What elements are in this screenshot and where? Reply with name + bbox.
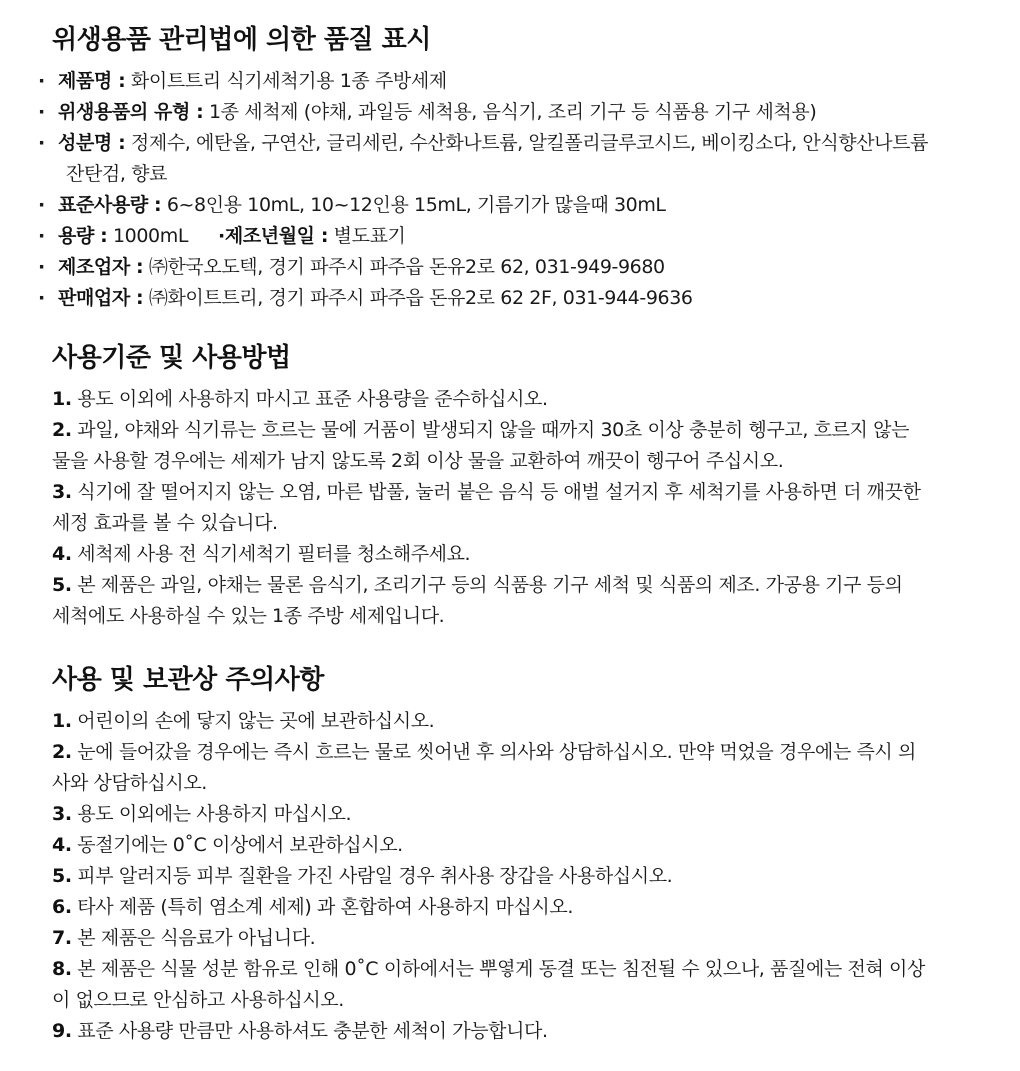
item-text: 타사 제품 (특히 염소계 세제) 과 혼합하여 사용하지 마십시오. — [71, 896, 573, 918]
item-text: 동절기에는 0˚C 이상에서 보관하십시오. — [71, 834, 403, 856]
bullet: · — [38, 132, 45, 154]
caution-item-continuation: 이 없으므로 안심하고 사용하십시오. — [52, 989, 344, 1011]
caution-item — [52, 706, 976, 737]
caution-section — [52, 662, 976, 1047]
item-number: 3. — [52, 803, 72, 825]
bullet: · — [38, 256, 45, 278]
product-type-row — [38, 97, 976, 128]
manufacture-date-label: ·제조년월일 : — [218, 225, 329, 247]
item-number: 9. — [52, 1020, 72, 1042]
usage-item — [52, 477, 976, 508]
item-text: 식기에 잘 떨어지지 않는 오염, 마른 밥풀, 눌러 붙은 음식 등 애벌 설거지 후 세척기를 사용하면 더 깨끗한 — [71, 481, 921, 503]
caution-item — [52, 737, 976, 768]
item-number: 6. — [52, 896, 72, 918]
caution-list — [52, 706, 976, 1047]
caution-title: 사용 및 보관상 주의사항 — [52, 665, 324, 695]
product-name-label: 제품명 : — [58, 70, 126, 92]
item-text: 용도 이외에 사용하지 마시고 표준 사용량을 준수하십시오. — [71, 388, 548, 410]
item-number: 3. — [52, 481, 72, 503]
item-number: 5. — [52, 865, 72, 887]
product-type-label: 위생용품의 유형 : — [58, 101, 204, 123]
bullet: · — [38, 194, 45, 216]
caution-item-continuation: 사와 상담하십시오. — [52, 772, 207, 794]
usage-item — [52, 384, 976, 415]
manufacturer-label: 제조업자 : — [58, 256, 144, 278]
usage-section — [52, 340, 976, 632]
standard-usage-value: 6~8인용 10mL, 10~12인용 15mL, 기름기가 많을때 30mL — [161, 194, 666, 216]
caution-item — [52, 892, 976, 923]
usage-item — [52, 539, 976, 570]
usage-item-continuation: 세척에도 사용하실 수 있는 1종 주방 세제입니다. — [52, 605, 445, 627]
bullet: · — [38, 70, 45, 92]
ingredients-value: 정제수, 에탄올, 구연산, 글리세린, 수산화나트륨, 알킬폴리글루코시드, 베이킹소다, 안식향산나트륨 — [125, 132, 929, 154]
caution-item — [52, 1016, 976, 1047]
usage-list — [52, 384, 976, 632]
caution-item — [52, 830, 976, 861]
product-name-row — [38, 66, 976, 97]
bullet: · — [38, 225, 45, 247]
item-text: 눈에 들어갔을 경우에는 즉시 흐르는 물로 씻어낸 후 의사와 상담하십시오. 만약 먹었을 경우에는 즉시 의 — [71, 741, 916, 763]
caution-item — [52, 799, 976, 830]
capacity-value: 1000mL — [107, 225, 189, 247]
usage-title: 사용기준 및 사용방법 — [52, 343, 291, 373]
item-text: 본 제품은 과일, 야채는 물론 음식기, 조리기구 등의 식품용 기구 세척 및 식품의 제조. 가공용 기구 등의 — [71, 574, 903, 596]
seller-row — [38, 283, 976, 314]
ingredients-row — [38, 128, 976, 159]
item-text: 표준 사용량 만큼만 사용하셔도 충분한 세척이 가능합니다. — [71, 1020, 548, 1042]
item-text: 피부 알러지등 피부 질환을 가진 사람일 경우 취사용 장갑을 사용하십시오. — [71, 865, 673, 887]
caution-item — [52, 861, 976, 892]
item-text: 과일, 야채와 식기류는 흐르는 물에 거품이 발생되지 않을 때까지 30초 이상 충분히 헹구고, 흐르지 않는 — [71, 419, 910, 441]
item-text: 세척제 사용 전 식기세척기 필터를 청소해주세요. — [71, 543, 471, 565]
item-text: 본 제품은 식음료가 아닙니다. — [71, 927, 316, 949]
item-text: 본 제품은 식물 성분 함유로 인해 0˚C 이하에서는 뿌옇게 동결 또는 침전될 수 있으나, 품질에는 전혀 이상 — [71, 958, 925, 980]
quality-label-section — [38, 22, 976, 314]
item-text: 어린이의 손에 닿지 않는 곳에 보관하십시오. — [71, 710, 435, 732]
capacity-label: 용량 : — [58, 225, 108, 247]
manufacture-date-value: 별도표기 — [328, 225, 406, 247]
capacity-row — [38, 221, 976, 252]
item-number: 2. — [52, 741, 72, 763]
bullet: · — [38, 287, 45, 309]
usage-item-continuation: 세정 효과를 볼 수 있습니다. — [52, 512, 278, 534]
item-text: 용도 이외에는 사용하지 마십시오. — [71, 803, 352, 825]
seller-label: 판매업자 : — [58, 287, 144, 309]
item-number: 8. — [52, 958, 72, 980]
item-number: 1. — [52, 388, 72, 410]
caution-item — [52, 923, 976, 954]
quality-label-title: 위생용품 관리법에 의한 품질 표시 — [52, 25, 431, 55]
ingredients-label: 성분명 : — [58, 132, 126, 154]
usage-item — [52, 415, 976, 446]
usage-item — [52, 570, 976, 601]
product-name-value: 화이트트리 식기세척기용 1종 주방세제 — [125, 70, 447, 92]
item-number: 4. — [52, 834, 72, 856]
standard-usage-row — [38, 190, 976, 221]
item-number: 5. — [52, 574, 72, 596]
item-number: 4. — [52, 543, 72, 565]
quality-label-list — [38, 66, 976, 314]
standard-usage-label: 표준사용량 : — [58, 194, 162, 216]
manufacturer-value: ㈜한국오도텍, 경기 파주시 파주읍 돈유2로 62, 031-949-9680 — [143, 256, 665, 278]
caution-item — [52, 954, 976, 985]
item-number: 7. — [52, 927, 72, 949]
seller-value: ㈜화이트트리, 경기 파주시 파주읍 돈유2로 62 2F, 031-944-9636 — [143, 287, 693, 309]
ingredients-continuation: 잔탄검, 향료 — [66, 163, 168, 185]
item-number: 1. — [52, 710, 72, 732]
item-number: 2. — [52, 419, 72, 441]
bullet: · — [38, 101, 45, 123]
product-type-value: 1종 세척제 (야채, 과일등 세척용, 음식기, 조리 기구 등 식품용 기구 세척용) — [203, 101, 817, 123]
manufacturer-row — [38, 252, 976, 283]
usage-item-continuation: 물을 사용할 경우에는 세제가 남지 않도록 2회 이상 물을 교환하여 깨끗이 헹구어 주십시오. — [52, 450, 784, 472]
